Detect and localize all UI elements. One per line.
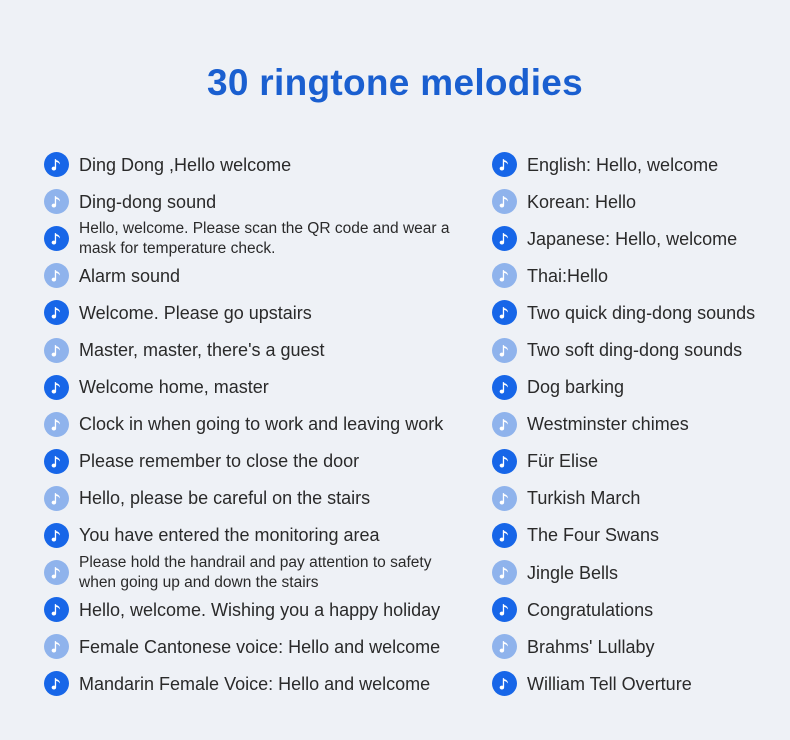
ringtone-item (492, 146, 782, 183)
ringtone-label: Please remember to close the door (79, 451, 360, 472)
ringtone-label: Thai:Hello (527, 265, 609, 286)
ringtone-item (492, 331, 782, 368)
ringtone-item (492, 517, 782, 554)
ringtone-item (44, 406, 464, 443)
ringtone-label: Korean: Hello (527, 191, 637, 212)
ringtone-label: English: Hello, welcome (527, 154, 719, 175)
ringtone-label: Alarm sound (79, 265, 181, 286)
ringtone-item (44, 591, 464, 628)
ringtone-label: The Four Swans (527, 525, 660, 546)
music-note-icon (44, 634, 69, 659)
ringtone-item (44, 257, 464, 294)
ringtone-label: Für Elise (527, 451, 599, 472)
music-note-icon (492, 597, 517, 622)
music-note-icon (44, 449, 69, 474)
ringtone-label: Clock in when going to work and leaving work (79, 414, 444, 435)
music-note-icon (44, 300, 69, 325)
ringtone-item (492, 220, 782, 257)
music-note-icon (44, 523, 69, 548)
ringtone-item (44, 665, 464, 702)
ringtone-label: Dog barking (527, 377, 625, 398)
ringtone-item (492, 443, 782, 480)
ringtone-item (44, 554, 464, 591)
ringtone-label: Two quick ding-dong sounds (527, 302, 756, 323)
music-note-icon (44, 375, 69, 400)
music-note-icon (44, 560, 69, 585)
ringtone-label: Jingle Bells (527, 562, 619, 583)
ringtone-item (44, 369, 464, 406)
music-note-icon (492, 671, 517, 696)
music-note-icon (492, 523, 517, 548)
ringtone-item (44, 146, 464, 183)
ringtone-item (492, 591, 782, 628)
music-note-icon (44, 412, 69, 437)
ringtone-item (492, 554, 782, 591)
music-note-icon (492, 486, 517, 511)
ringtone-item (44, 480, 464, 517)
ringtone-label: Hello, welcome. Wishing you a happy holiday (79, 599, 441, 620)
music-note-icon (492, 300, 517, 325)
ringtone-label: Welcome. Please go upstairs (79, 302, 312, 323)
music-note-icon (492, 412, 517, 437)
ringtone-label: Hello, please be careful on the stairs (79, 488, 371, 509)
music-note-icon (492, 560, 517, 585)
music-note-icon (44, 486, 69, 511)
music-note-icon (44, 263, 69, 288)
music-note-icon (492, 226, 517, 251)
ringtone-label: Please hold the handrail and pay attention to safety when going up and down the stairs (79, 553, 432, 591)
music-note-icon (492, 338, 517, 363)
ringtone-label: Master, master, there's a guest (79, 340, 325, 361)
ringtone-label: Two soft ding-dong sounds (527, 340, 743, 361)
ringtone-label: You have entered the monitoring area (79, 525, 380, 546)
ringtone-label: Japanese: Hello, welcome (527, 228, 738, 249)
ringtone-item (492, 665, 782, 702)
music-note-icon (492, 375, 517, 400)
ringtone-item (44, 183, 464, 220)
ringtone-item (44, 331, 464, 368)
ringtone-item (492, 369, 782, 406)
ringtone-item (44, 443, 464, 480)
ringtone-item (44, 517, 464, 554)
ringtone-label: Welcome home, master (79, 377, 269, 398)
page-title: 30 ringtone melodies (206, 62, 584, 103)
music-note-icon (492, 189, 517, 214)
ringtone-item (492, 183, 782, 220)
ringtone-item (44, 294, 464, 331)
music-note-icon (492, 263, 517, 288)
ringtone-item (44, 220, 464, 257)
ringtone-item (492, 294, 782, 331)
ringtone-item (492, 480, 782, 517)
music-note-icon (492, 449, 517, 474)
ringtone-label: Ding-dong sound (79, 191, 217, 212)
music-note-icon (44, 338, 69, 363)
music-note-icon (44, 597, 69, 622)
ringtone-label: William Tell Overture (527, 673, 692, 694)
music-note-icon (44, 152, 69, 177)
music-note-icon (44, 189, 69, 214)
ringtone-item (492, 628, 782, 665)
music-note-icon (44, 671, 69, 696)
ringtone-label: Congratulations (527, 599, 654, 620)
ringtone-label: Brahms' Lullaby (527, 636, 655, 657)
right-column (492, 146, 782, 702)
ringtone-label: Mandarin Female Voice: Hello and welcome (79, 673, 431, 694)
left-column (44, 146, 464, 702)
music-note-icon (492, 152, 517, 177)
ringtone-label: Turkish March (527, 488, 641, 509)
music-note-icon (492, 634, 517, 659)
ringtone-item (492, 257, 782, 294)
ringtone-item (44, 628, 464, 665)
ringtone-item (492, 406, 782, 443)
ringtone-label: Westminster chimes (527, 414, 689, 435)
ringtone-label: Hello, welcome. Please scan the QR code and wear a mask for temperature check. (79, 219, 450, 257)
music-note-icon (44, 226, 69, 251)
ringtone-label: Female Cantonese voice: Hello and welcome (79, 636, 441, 657)
ringtone-label: Ding Dong ,Hello welcome (79, 154, 292, 175)
